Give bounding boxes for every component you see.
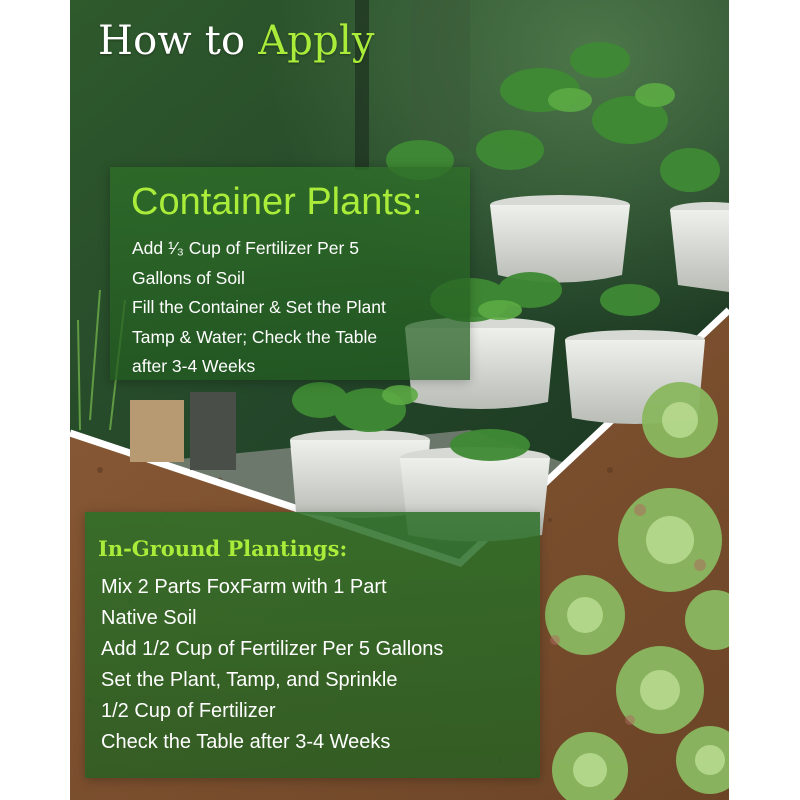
step-line: Set the Plant, Tamp, and Sprinkle <box>101 669 398 691</box>
title-accent: Apply <box>258 18 375 64</box>
image-panel <box>70 0 729 800</box>
step-line: after 3-4 Weeks <box>132 356 256 376</box>
container-plants-steps <box>132 234 386 382</box>
in-ground-steps <box>101 572 443 758</box>
container-plants-heading: Container Plants: <box>131 181 423 223</box>
step-line: Native Soil <box>101 607 197 629</box>
container-plants-panel <box>110 167 470 380</box>
step-line: Add 1/2 Cup of Fertilizer Per 5 Gallons <box>101 638 444 660</box>
in-ground-plantings-panel <box>85 512 540 778</box>
step-line: Tamp & Water; Check the Table <box>132 326 378 347</box>
title-prefix: How to <box>98 18 246 64</box>
step-line: Check the Table after 3-4 Weeks <box>101 731 391 753</box>
step-line: Add ¹⁄₃ Cup of Fertilizer Per 5 <box>132 238 359 258</box>
step-line: Mix 2 Parts FoxFarm with 1 Part <box>101 576 387 598</box>
step-line: Gallons of Soil <box>132 267 245 288</box>
page-title <box>98 18 375 64</box>
step-line: Fill the Container & Set the Plant <box>132 297 386 317</box>
step-line: 1/2 Cup of Fertilizer <box>101 700 276 722</box>
in-ground-heading: In-Ground Plantings: <box>98 536 348 561</box>
